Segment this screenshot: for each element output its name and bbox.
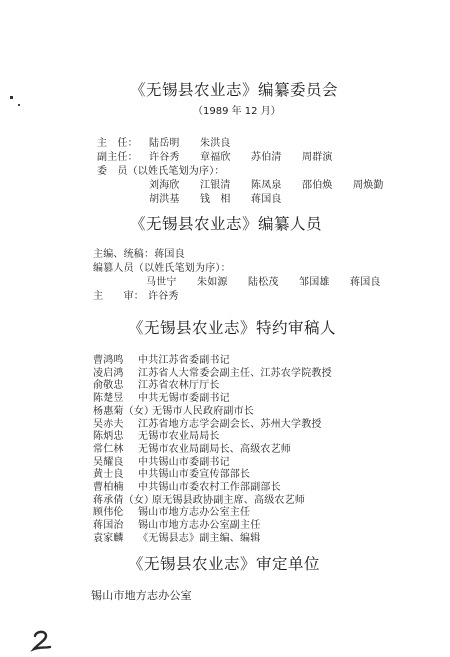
reviewer-name: 吴赤夫 — [93, 418, 124, 430]
reviewers-title: 《无锡县农业志》特约审稿人 — [128, 319, 337, 337]
deputies: 许谷秀 章福欣 苏伯清 周群演 — [149, 152, 333, 163]
members-row-2: 胡洪基 钱 相 蒋国良 — [149, 194, 282, 205]
reviewer-role: 中共江苏省委副书记 — [138, 355, 230, 366]
reviewer-name: 袁家麟 — [93, 532, 124, 544]
reviewer-name: 蒋国治 — [93, 520, 124, 532]
reviewer-name: 许谷秀 — [148, 291, 179, 302]
margin-mark — [10, 96, 13, 99]
reviewer-role: 江苏省地方志学会副会长、苏州大学教授 — [138, 418, 322, 430]
reviewer-role: 无锡市人民政府副市长 — [152, 405, 254, 417]
handwritten-page-number — [30, 628, 54, 652]
reviewer-name: 顾伟伦 — [93, 507, 124, 519]
reviewer-name: 凌启鸿 — [93, 367, 124, 379]
reviewer-name: 常仁林 — [93, 443, 124, 455]
reviewer-role: 锡山市地方志办公室副主任 — [138, 520, 261, 532]
reviewer-name: 吴耀良 — [93, 456, 124, 468]
members-label: 委 员（以姓氏笔划为序）： — [97, 166, 225, 177]
reviewer-role: 江苏省人大常委会副主任、江苏农学院教授 — [138, 367, 332, 379]
reviewer-role: 锡山市地方志办公室主任 — [138, 507, 251, 519]
reviewer-role: 中共无锡市委副书记 — [138, 393, 230, 405]
reviewer-name: 陈炳忠 — [93, 431, 124, 443]
members-row-1: 刘海欣 江银清 陈凤泉 邵伯焕 周焕勤 — [149, 180, 384, 191]
reviewer-role: 无锡市农业局局长 — [138, 431, 220, 443]
committee-date: （1989 年 12 月） — [193, 106, 281, 117]
reviewer-name: 蒋承倩（女） — [93, 494, 155, 506]
review-unit-name: 锡山市地方志办公室 — [91, 589, 192, 602]
reviewer-name: 俞敬忠 — [93, 380, 124, 392]
reviewer-name: 曹柏楠 — [93, 482, 124, 493]
reviewer-name: 黄士良 — [93, 469, 124, 481]
reviewer-role: 江苏省农林厅厅长 — [138, 380, 220, 392]
reviewer-role: 无锡市农业局副局长、高级农艺师 — [138, 443, 291, 455]
editors-label: 编篡人员（以姓氏笔划为序）： — [93, 263, 231, 274]
directors: 陆岳明 朱洪良 — [149, 138, 231, 149]
reviewer-role: 《无锡县志》副主编、编辑 — [138, 532, 261, 544]
director-label: 主 任： — [97, 138, 138, 149]
deputy-label: 副主任： — [97, 152, 138, 163]
staff-title: 《无锡县农业志》编纂人员 — [130, 215, 323, 233]
reviewer-role: 中共锡山市委农村工作部副部长 — [138, 482, 281, 493]
reviewer-name: 杨惠菊（女） — [93, 405, 155, 417]
chief-editor-line: 主编、统稿：蒋国良 — [93, 249, 185, 260]
review-unit-title: 《无锡县农业志》审定单位 — [128, 555, 321, 573]
reviewer-role: 中共锡山市委副书记 — [138, 456, 230, 468]
committee-title: 《无锡县农业志》编纂委员会 — [130, 81, 339, 99]
reviewer-label: 主 审： — [93, 291, 144, 302]
margin-mark — [18, 104, 20, 106]
editors-list: 马世宁 朱如源 陆松茂 邹国雄 蒋国良 — [146, 277, 381, 288]
reviewer-role: 中共锡山市委宣传部部长 — [138, 469, 251, 481]
reviewer-name: 曹鸿鸣 — [93, 355, 124, 366]
reviewer-name: 陈楚昱 — [93, 393, 124, 405]
reviewer-role: 原无锡县政协副主席、高级农艺师 — [152, 494, 305, 506]
